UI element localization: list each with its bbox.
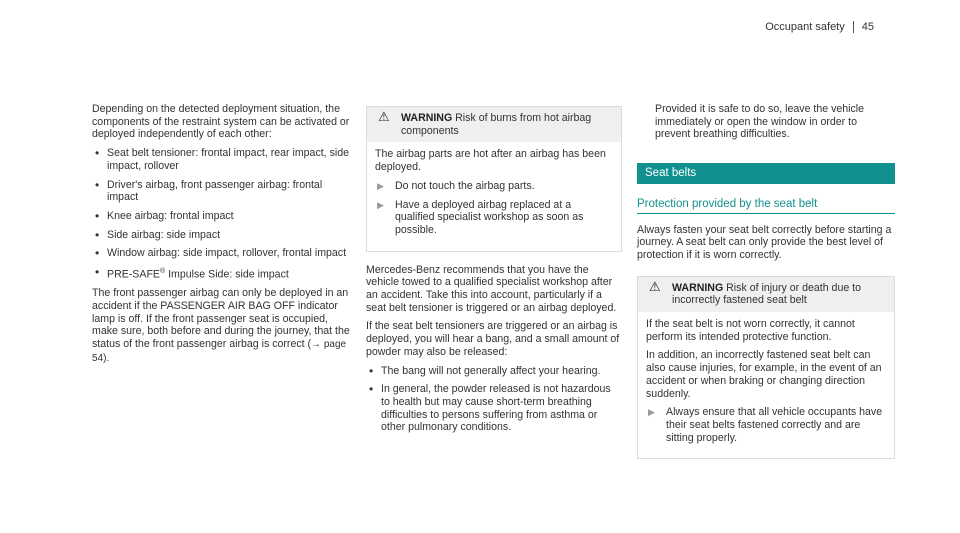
section-name: Occupant safety: [765, 21, 845, 33]
list-item: [107, 266, 352, 281]
page-reference-text: page 54).: [92, 339, 347, 364]
step-arrow-icon: ▶: [648, 407, 655, 418]
warning-triangle-icon: ⚠: [378, 109, 390, 124]
step-arrow-icon: ▶: [377, 199, 384, 210]
pre-safe-name: PRE-SAFE: [107, 268, 160, 281]
warning-step: [375, 180, 613, 193]
step-text: Always ensure that all vehicle occupants have their seat belts fastened correctly and are sitting properly.: [666, 406, 883, 444]
warning-step: [375, 199, 613, 237]
column-left: [92, 103, 352, 371]
warning-title: Risk of injury or death due to incorrectly fastened seat belt: [672, 281, 862, 307]
warning-triangle-icon: ⚠: [649, 278, 661, 294]
tensioner-paragraph: If the seat belt tensioners are triggered or an airbag is deployed, you will hear a bang, and a small amount of powder may also be released:: [366, 320, 620, 358]
list-item: • Window airbag: side impact, rollover, frontal impact: [107, 247, 352, 260]
registered-mark: ®: [159, 268, 166, 276]
warning-text: If the seat belt is not worn correctly, it cannot perform its intended protective function.: [646, 318, 855, 343]
list-item: • Side airbag: side impact: [107, 229, 352, 242]
section-title-bar: Seat belts: [637, 163, 895, 184]
list-item: • In general, the powder released is not hazardous to health but may cause short-term breathing difficulties to persons suffering from asthma or other pulmonary conditions.: [381, 383, 622, 434]
warning-header: [638, 277, 894, 312]
running-header: [765, 21, 874, 33]
warning-box: [637, 276, 895, 460]
step-arrow-icon: ▶: [377, 180, 384, 191]
column-middle: [366, 106, 622, 440]
list-item: • Driver's airbag, front passenger airbag: frontal impact: [107, 179, 352, 204]
seat-belt-paragraph: Always fasten your seat belt correctly before starting a journey. A seat belt can only provide the best level of protection if it is worn correctly.: [637, 223, 892, 261]
warning-label: WARNING: [672, 281, 724, 294]
warning-body: [367, 142, 621, 250]
pre-safe-text: Impulse Side: side impact: [165, 268, 289, 281]
towing-paragraph: Mercedes-Benz recommends that you have the vehicle towed to a qualified specialist workshop after an accident. Take this into account, particularly if a seat belt tensioner is triggered or an airbag deployed.: [366, 263, 617, 314]
warning-label: WARNING: [401, 112, 453, 124]
passenger-airbag-paragraph: [92, 287, 352, 365]
step-text: Do not touch the airbag parts.: [395, 179, 535, 192]
warning-title: Risk of burns from hot airbag components: [401, 112, 592, 137]
warning-box: [366, 106, 622, 252]
deployment-list: [92, 147, 352, 281]
list-item: • Knee airbag: frontal impact: [107, 210, 352, 223]
subsection-title: Protection provided by the seat belt: [637, 198, 895, 214]
list-item: • The bang will not generally affect your hearing.: [381, 365, 622, 378]
step-text: Have a deployed airbag replaced at a qualified specialist workshop as soon as possible.: [395, 198, 584, 236]
arrow-icon: →: [311, 339, 322, 351]
page-number: 45: [853, 21, 874, 33]
warning-body: [638, 312, 894, 458]
list-item: • Seat belt tensioner: frontal impact, rear impact, side impact, rollover: [107, 147, 352, 172]
leave-vehicle-paragraph: Provided it is safe to do so, leave the vehicle immediately or open the window in order to prevent breathing difficulties.: [655, 103, 865, 141]
effects-list: [366, 365, 622, 435]
column-right: [637, 103, 895, 459]
warning-header: [367, 107, 621, 142]
warning-text: In addition, an incorrectly fastened seat belt can also cause injuries, for example, in the event of an accident or when braking or changing direction suddenly.: [646, 349, 882, 400]
warning-step: [646, 406, 886, 444]
passenger-airbag-text: The front passenger airbag can only be deployed in an accident if the PASSENGER AIR BAG OFF indicator lamp is off. If the front passenger seat is occupied, make sure, both before and during the journey, that the status of the front passenger airbag is correct (: [92, 287, 350, 351]
warning-text: The airbag parts are hot after an airbag has been deployed.: [375, 148, 606, 174]
intro-paragraph: Depending on the detected deployment situation, the components of the restraint system can be activated or deployed independently of each other:: [92, 103, 350, 141]
